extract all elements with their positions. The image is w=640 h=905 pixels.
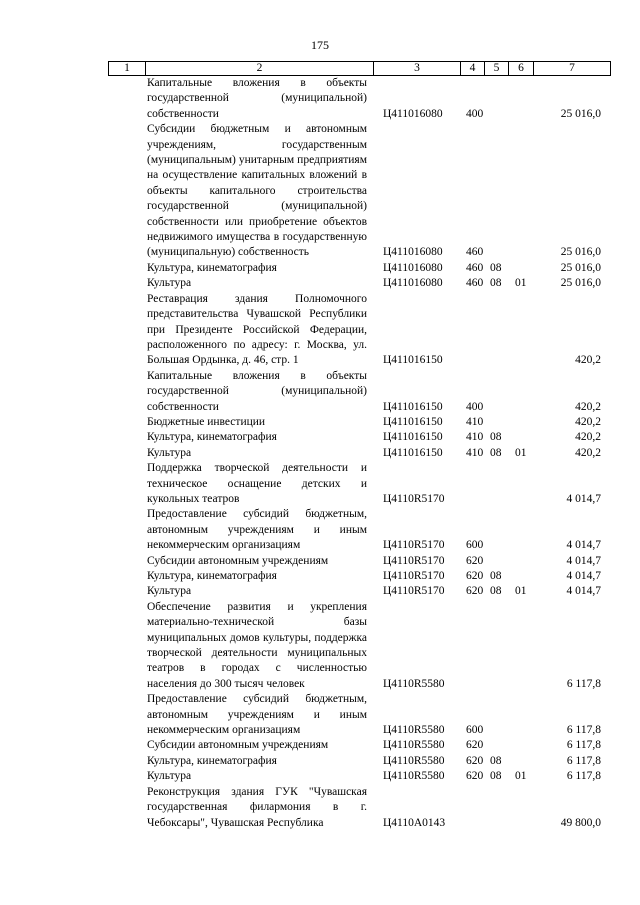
row-expense-type: 620 xyxy=(466,754,484,767)
row-subsection: 01 xyxy=(515,770,527,783)
table-row xyxy=(0,584,640,599)
row-expense-type: 460 xyxy=(466,261,484,274)
table-row xyxy=(0,738,640,753)
row-name: Культура xyxy=(147,446,192,459)
row-section: 08 xyxy=(490,754,502,767)
row-section: 08 xyxy=(490,446,502,459)
row-expense-type: 620 xyxy=(466,770,484,783)
row-sum: 420,2 xyxy=(575,446,601,459)
table-row xyxy=(0,446,640,461)
table-body xyxy=(0,76,640,831)
row-sum: 6 117,8 xyxy=(566,739,601,752)
row-expense-type: 600 xyxy=(466,539,484,552)
table-header xyxy=(108,61,611,76)
page-number: 175 xyxy=(311,38,329,52)
table-row xyxy=(0,369,640,415)
row-expense-type: 410 xyxy=(466,431,484,444)
row-code: Ц4110R5580 xyxy=(383,754,445,767)
row-code: Ц4110R5580 xyxy=(383,770,445,783)
row-code: Ц411016150 xyxy=(383,415,443,428)
table-row xyxy=(0,461,640,507)
row-code: Ц4110R5170 xyxy=(383,570,445,582)
row-section: 08 xyxy=(490,585,502,598)
row-name: Предоставление субсидий бюджетным, автономным учреждениям и иным некоммерческим организациям xyxy=(147,508,367,552)
row-name: Культура xyxy=(147,585,192,598)
table-row xyxy=(0,292,640,369)
row-code: Ц4110R5170 xyxy=(383,492,445,505)
row-name: Предоставление субсидий бюджетным, автономным учреждениям и иным некоммерческим организациям xyxy=(147,693,367,737)
row-expense-type: 620 xyxy=(466,585,484,598)
row-sum: 420,2 xyxy=(575,431,601,444)
row-name: Субсидии автономным учреждениям xyxy=(147,554,329,567)
row-sum: 4 014,7 xyxy=(566,585,601,598)
row-name: Обеспечение развития и укрепления материально-технической базы муниципальных домов культуры, поддержка творческой деятельности муниципальных театров в городах с численностью населения до 300 тысяч человек xyxy=(147,600,367,690)
table-row xyxy=(0,769,640,784)
row-code: Ц411016150 xyxy=(383,400,443,413)
row-code: Ц411016080 xyxy=(383,246,443,259)
table-row xyxy=(0,785,640,831)
row-section: 08 xyxy=(490,277,502,290)
row-expense-type: 400 xyxy=(466,400,484,413)
row-name: Культура, кинематография xyxy=(147,754,277,767)
row-name: Культура, кинематография xyxy=(147,431,277,444)
row-sum: 4 014,7 xyxy=(566,570,601,582)
row-name: Реставрация здания Полномочного представительства Чувашской Республики при Президенте Российской Федерации, расположенного по адресу: г. Москва, ул. Большая Ордынка, д. 46, стр. 1 xyxy=(147,292,367,367)
row-subsection: 01 xyxy=(515,585,527,598)
row-section: 08 xyxy=(490,570,502,582)
table-row xyxy=(0,261,640,276)
row-sum: 4 014,7 xyxy=(566,539,601,552)
row-code: Ц4110R5580 xyxy=(383,677,445,690)
row-sum: 4 014,7 xyxy=(566,554,601,567)
row-sum: 6 117,8 xyxy=(566,754,601,767)
row-name: Капитальные вложения в объекты государственной (муниципальной) собственности xyxy=(147,77,367,120)
row-code: Ц4110R5170 xyxy=(383,585,445,598)
row-sum: 25 016,0 xyxy=(560,261,601,274)
row-code: Ц411016150 xyxy=(383,431,443,444)
header-col-1: 1 xyxy=(109,62,146,75)
row-name: Бюджетные инвестиции xyxy=(147,415,266,428)
row-code: Ц4110R5580 xyxy=(383,739,445,752)
table-row xyxy=(0,122,640,261)
row-expense-type: 620 xyxy=(466,554,484,567)
row-subsection: 01 xyxy=(515,446,527,459)
header-col-7: 7 xyxy=(569,62,575,74)
row-expense-type: 400 xyxy=(466,107,484,120)
row-name: Поддержка творческой деятельности и техническое оснащение детских и кукольных театров xyxy=(147,462,367,505)
header-col-5: 5 xyxy=(485,62,509,75)
row-name: Культура, кинематография xyxy=(147,261,277,274)
row-code: Ц411016080 xyxy=(383,277,443,290)
row-code: Ц4110R5170 xyxy=(383,554,445,567)
row-section: 08 xyxy=(490,261,502,274)
row-sum: 6 117,8 xyxy=(566,770,601,783)
row-name: Реконструкция здания ГУК "Чувашская государственная филармония в г. Чебоксары", Чувашская Республика xyxy=(147,785,367,829)
row-code: Ц4110А0143 xyxy=(383,816,446,829)
table-row xyxy=(0,415,640,430)
row-code: Ц4110R5580 xyxy=(383,724,445,737)
row-sum: 4 014,7 xyxy=(566,492,601,505)
row-sum: 25 016,0 xyxy=(560,246,601,259)
row-expense-type: 600 xyxy=(466,724,484,737)
table-row xyxy=(0,507,640,553)
row-sum: 420,2 xyxy=(575,354,601,367)
row-code: Ц411016080 xyxy=(383,107,443,120)
row-expense-type: 410 xyxy=(466,446,484,459)
row-sum: 420,2 xyxy=(575,415,601,428)
header-col-6: 6 xyxy=(509,62,534,75)
header-col-4: 4 xyxy=(461,62,485,75)
row-section: 08 xyxy=(490,770,502,783)
table-row xyxy=(0,276,640,291)
table-row xyxy=(0,554,640,569)
row-subsection: 01 xyxy=(515,277,527,290)
header-col-3: 3 xyxy=(374,62,461,75)
row-sum: 25 016,0 xyxy=(560,107,601,120)
row-sum: 6 117,8 xyxy=(566,724,601,737)
table-row xyxy=(0,76,640,122)
row-expense-type: 410 xyxy=(466,415,484,428)
row-expense-type: 620 xyxy=(466,570,484,582)
header-col-2: 2 xyxy=(146,62,374,75)
row-sum: 6 117,8 xyxy=(566,677,601,690)
row-expense-type: 620 xyxy=(466,739,484,752)
table-row xyxy=(0,569,640,584)
row-name: Культура xyxy=(147,277,192,290)
table-row xyxy=(0,754,640,769)
row-name: Культура, кинематография xyxy=(147,570,277,582)
table-row xyxy=(0,692,640,738)
row-sum: 25 016,0 xyxy=(560,277,601,290)
row-section: 08 xyxy=(490,431,502,444)
table-row xyxy=(0,430,640,445)
row-name: Капитальные вложения в объекты государственной (муниципальной) собственности xyxy=(147,369,367,413)
table-row xyxy=(0,600,640,692)
row-expense-type: 460 xyxy=(466,277,484,290)
row-name: Культура xyxy=(147,770,192,783)
row-code: Ц411016080 xyxy=(383,261,443,274)
row-name: Субсидии автономным учреждениям xyxy=(147,739,329,752)
row-sum: 49 800,0 xyxy=(560,816,601,829)
row-expense-type: 460 xyxy=(466,246,484,259)
row-code: Ц411016150 xyxy=(383,354,443,367)
row-sum: 420,2 xyxy=(575,400,601,413)
row-code: Ц411016150 xyxy=(383,446,443,459)
row-code: Ц4110R5170 xyxy=(383,539,445,552)
row-name: Субсидии бюджетным и автономным учреждениям, государственным (муниципальным) унитарным предприятиям на осуществление капитальных вложений в объекты капитального строительства государственной (муниципальной) собственности или приобретение объектов недвижимого имущества в государственную (муниципальную) собственность xyxy=(147,123,367,259)
